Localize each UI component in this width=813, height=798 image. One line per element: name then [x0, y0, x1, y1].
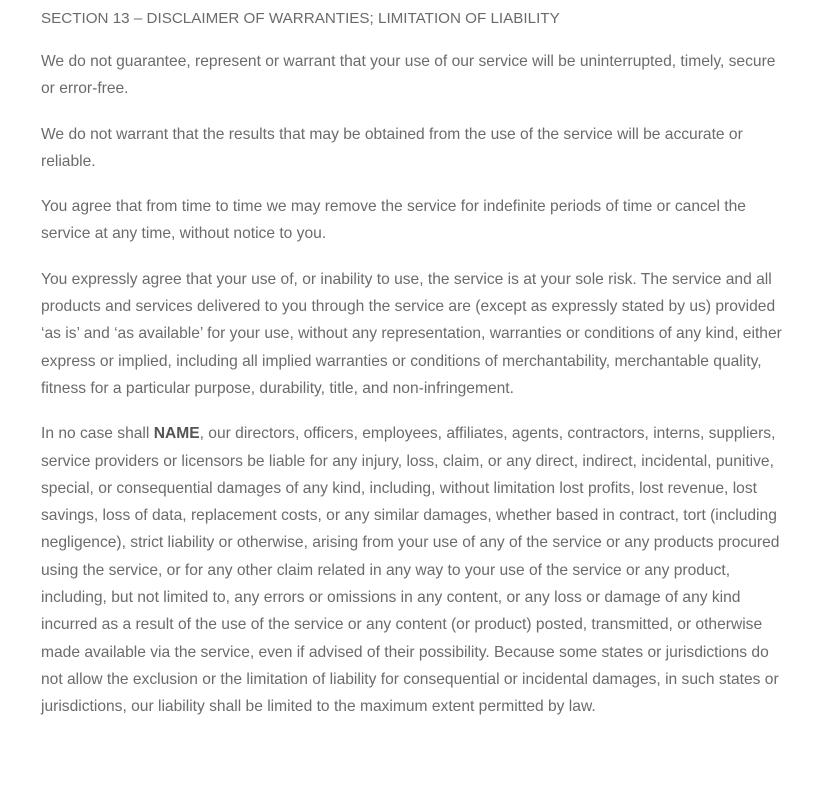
- paragraph-no-guarantee: We do not guarantee, represent or warrant that your use of our service will be uninterrupted, timely, secure or error-free.: [41, 53, 776, 98]
- company-name: NAME: [153, 425, 200, 443]
- section-heading: SECTION 13 – DISCLAIMER OF WARRANTIES; LIMITATION OF LIABILITY: [41, 10, 560, 27]
- paragraph-results: We do not warrant that the results that may be obtained from the use of the service will be accurate or reliable.: [41, 125, 743, 170]
- paragraph-limitation-of-liability: [41, 420, 789, 720]
- liability-text: , our directors, officers, employees, affiliates, agents, contractors, interns, suppliers, service providers or licensors be liable for any injury, loss, claim, or any direct, indirect, incidental, punitive, special, or consequential damages of any kind, including, without limitation lost profits, lost revenue, lost savings, loss of data, replacement costs, or any similar damages, whether based in contract, tort (including negligence), strict liability or otherwise, arising from your use of any of the service or any products procured using the service, or for any other claim related in any way to your use of the service or any product, including, but not limited to, any errors or omissions in any content, or any loss or damage of any kind incurred as a result of the use of the service or any content (or product) posted, transmitted, or otherwise made available via the service, even if advised of their possibility. Because some states or jurisdictions do not allow the exclusion or the limitation of liability for consequential or incidental damages, in such states or jurisdictions, our liability shall be limited to the maximum extent permitted by law.: [41, 425, 780, 716]
- paragraph-service-removal: You agree that from time to time we may remove the service for indefinite periods of time or cancel the service at any time, without notice to you.: [41, 198, 746, 243]
- liability-prefix: In no case shall: [41, 425, 154, 443]
- paragraph-sole-risk: You expressly agree that your use of, or inability to use, the service is at your sole risk. The service and all products and services delivered to you through the service are (except as expressly stated by us) provided ‘as is’ and ‘as available’ for your use, without any representation, warranties or conditions of any kind, either express or implied, including all implied warranties or conditions of merchantability, merchantable quality, fitness for a particular purpose, durability, title, and non-infringement.: [41, 270, 782, 397]
